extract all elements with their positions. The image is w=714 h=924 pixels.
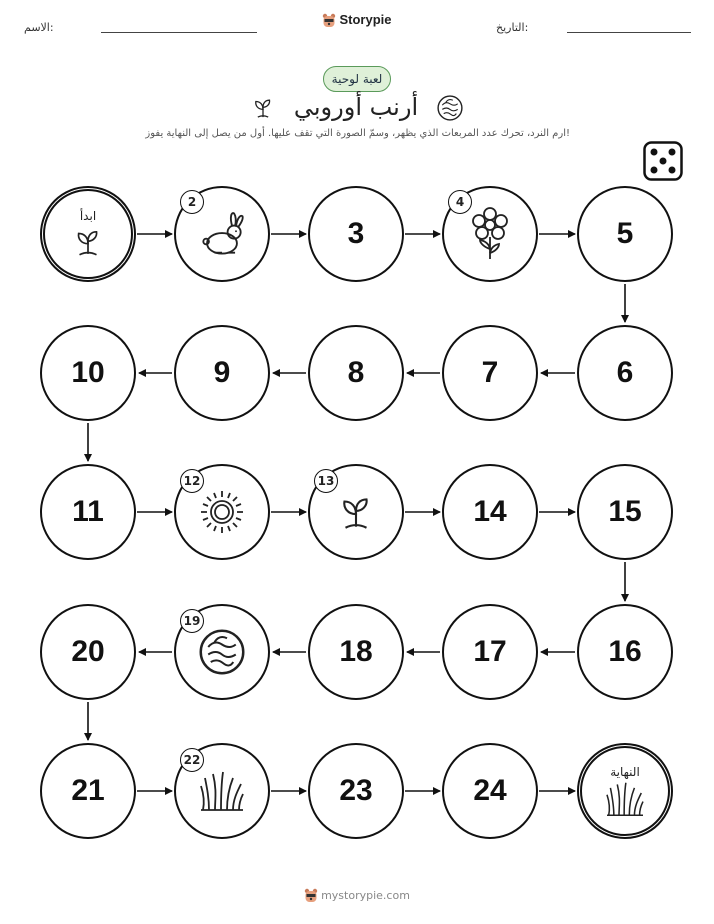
space-number: 3: [347, 217, 365, 250]
board-space-11[interactable]: [40, 464, 136, 560]
board-space-9[interactable]: [174, 325, 270, 421]
space-number-badge: 13: [314, 469, 338, 493]
grass-icon: [199, 770, 245, 812]
board-space-15[interactable]: [577, 464, 673, 560]
board-space-finish[interactable]: [577, 743, 673, 839]
board-space-5[interactable]: [577, 186, 673, 282]
space-number-badge: 12: [180, 469, 204, 493]
date-label: التاريخ:: [496, 21, 529, 34]
space-number: 6: [616, 356, 634, 389]
space-number: 7: [481, 356, 499, 389]
name-label: الاسم:: [24, 21, 54, 34]
brand-name: Storypie: [339, 12, 392, 27]
burrow-icon: [197, 627, 247, 677]
sun-icon: [197, 487, 247, 537]
board-space-3[interactable]: [308, 186, 404, 282]
footer-url[interactable]: mystorypie.com: [321, 889, 410, 902]
rabbit-icon: [194, 206, 250, 262]
board-space-21[interactable]: [40, 743, 136, 839]
board-space-10[interactable]: [40, 325, 136, 421]
space-number: 8: [347, 356, 365, 389]
flower-icon: [468, 207, 512, 261]
space-number: 14: [473, 495, 507, 528]
start-label: ابدأ: [79, 209, 97, 223]
space-number: 16: [608, 635, 642, 668]
space-number: 15: [608, 495, 642, 528]
grass-icon: [605, 781, 645, 817]
board-space-18[interactable]: [308, 604, 404, 700]
finish-label: النهاية: [610, 765, 640, 779]
board-space-20[interactable]: [40, 604, 136, 700]
space-number: 18: [339, 635, 373, 668]
board-space-8[interactable]: [308, 325, 404, 421]
space-number: 23: [339, 774, 373, 807]
space-number-badge: 4: [448, 190, 472, 214]
board-space-23[interactable]: [308, 743, 404, 839]
space-number: 5: [616, 217, 634, 250]
space-number: 24: [473, 774, 507, 807]
board-space-16[interactable]: [577, 604, 673, 700]
footer: [0, 888, 714, 904]
game-type-badge: لعبة لوحية: [323, 66, 391, 92]
sprout-icon: [71, 225, 105, 259]
space-number: 21: [71, 774, 105, 807]
space-number: 10: [71, 356, 105, 389]
board-space-6[interactable]: [577, 325, 673, 421]
space-number: 20: [71, 635, 105, 668]
board-space-24[interactable]: [442, 743, 538, 839]
board-space-14[interactable]: [442, 464, 538, 560]
space-number: 9: [213, 356, 231, 389]
space-number: 17: [473, 635, 507, 668]
title-text: أرنب أوروبي: [293, 93, 419, 121]
space-number: 11: [72, 495, 104, 528]
board-space-17[interactable]: [442, 604, 538, 700]
board-space-7[interactable]: [442, 325, 538, 421]
space-number-badge: 2: [180, 190, 204, 214]
storypie-bear-icon: [304, 888, 318, 904]
space-number-badge: 19: [180, 609, 204, 633]
instructions: ارم النرد، تحرك عدد المربعات الذي يظهر، وسمّ الصورة التي تقف عليها. أول من يصل إلى النهاية يفوز!: [145, 128, 570, 139]
board-space-start[interactable]: [40, 186, 136, 282]
space-number-badge: 22: [180, 748, 204, 772]
sprout-icon: [335, 491, 377, 533]
